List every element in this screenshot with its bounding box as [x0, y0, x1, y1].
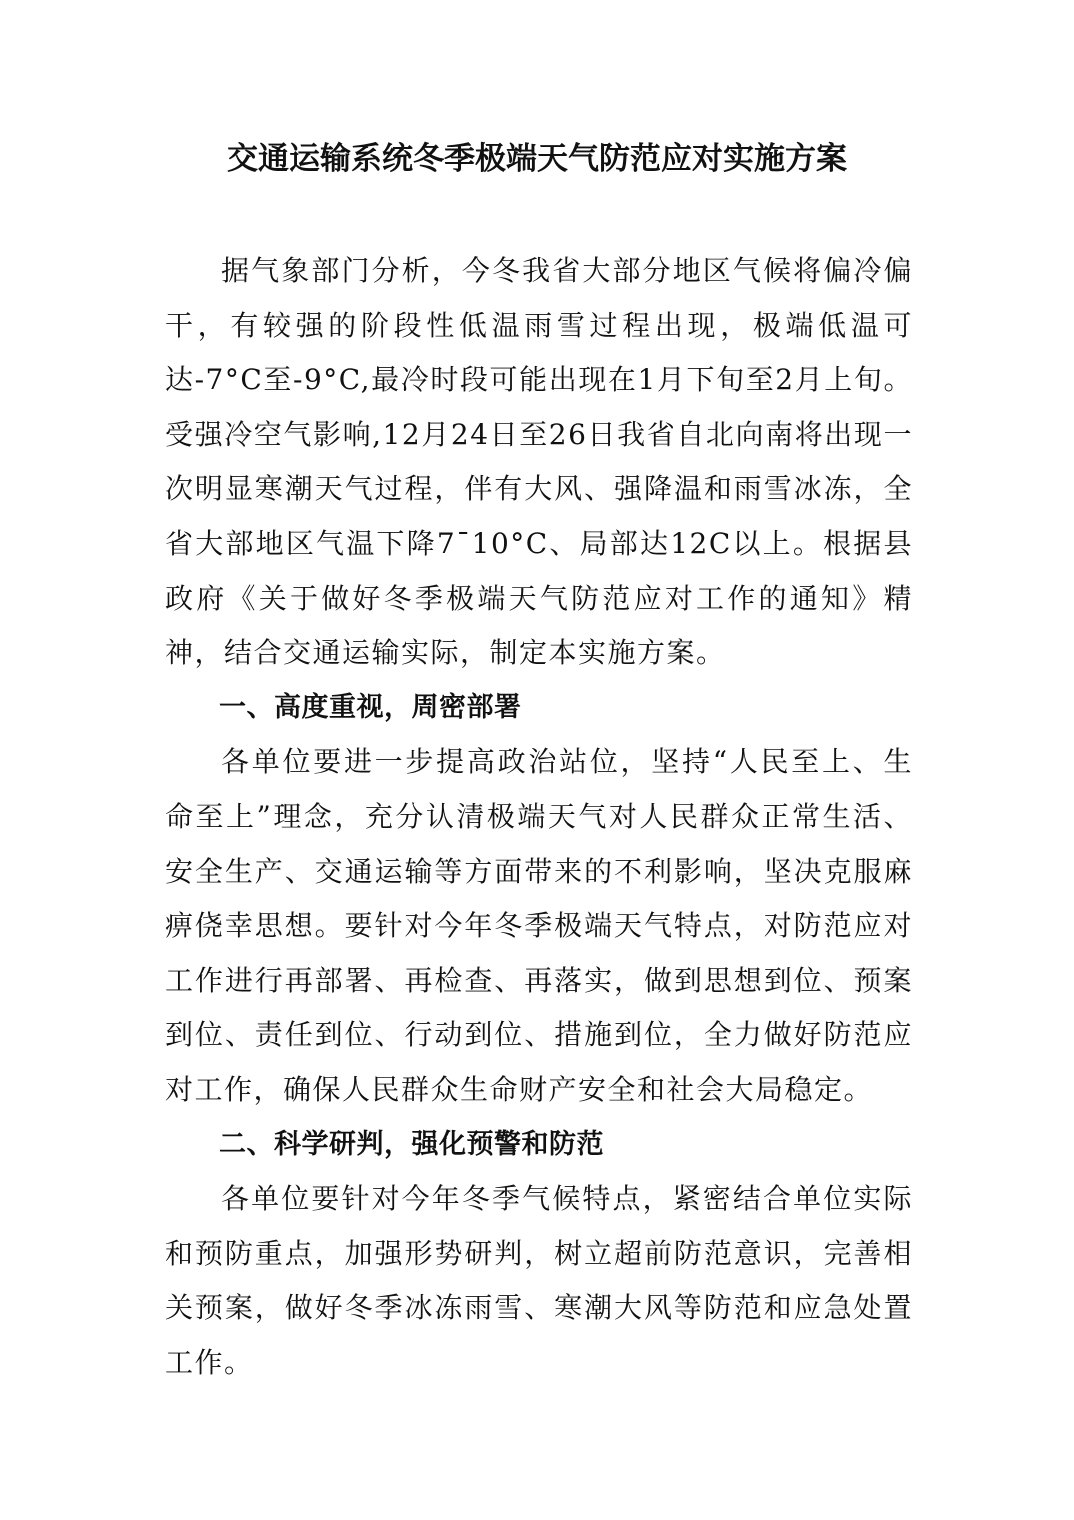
section-2-paragraph: 各单位要针对今年冬季气候特点，紧密结合单位实际和预防重点，加强形势研判，树立超前防范意识，完善相关预案，做好冬季冰冻雨雪、寒潮大风等防范和应急处置工作。	[165, 1182, 913, 1379]
section-1-heading: 一、高度重视，周密部署	[219, 691, 522, 723]
section-2-heading: 二、科学研判，强化预警和防范	[219, 1128, 604, 1160]
section-1-paragraph: 各单位要进一步提高政治站位，坚持“人民至上、生命至上”理念，充分认清极端天气对人民群众正常生活、安全生产、交通运输等方面带来的不利影响，坚决克服麻痹侥幸思想。要针对今年冬季极端天气特点，对防范应对工作进行再部署、再检查、再落实，做到思想到位、预案到位、责任到位、行动到位、措施到位，全力做好防范应对工作，确保人民群众生命财产安全和社会大局稳定。	[165, 745, 913, 1106]
intro-paragraph: 据气象部门分析，今冬我省大部分地区气候将偏冷偏干，有较强的阶段性低温雨雪过程出现，极端低温可达-7°C至-9°C,最冷时段可能出现在1月下旬至2月上旬。受强冷空气影响,12月24日至26日我省自北向南将出现一次明显寒潮天气过程，伴有大风、强降温和雨雪冰冻，全省大部地区气温下降7¯10°C、局部达12C以上。根据县政府《关于做好冬季极端天气防范应对工作的通知》精神，结合交通运输实际，制定本实施方案。	[165, 254, 913, 670]
document-title: 交通运输系统冬季极端天气防范应对实施方案	[227, 141, 847, 177]
document-body	[165, 244, 913, 1390]
